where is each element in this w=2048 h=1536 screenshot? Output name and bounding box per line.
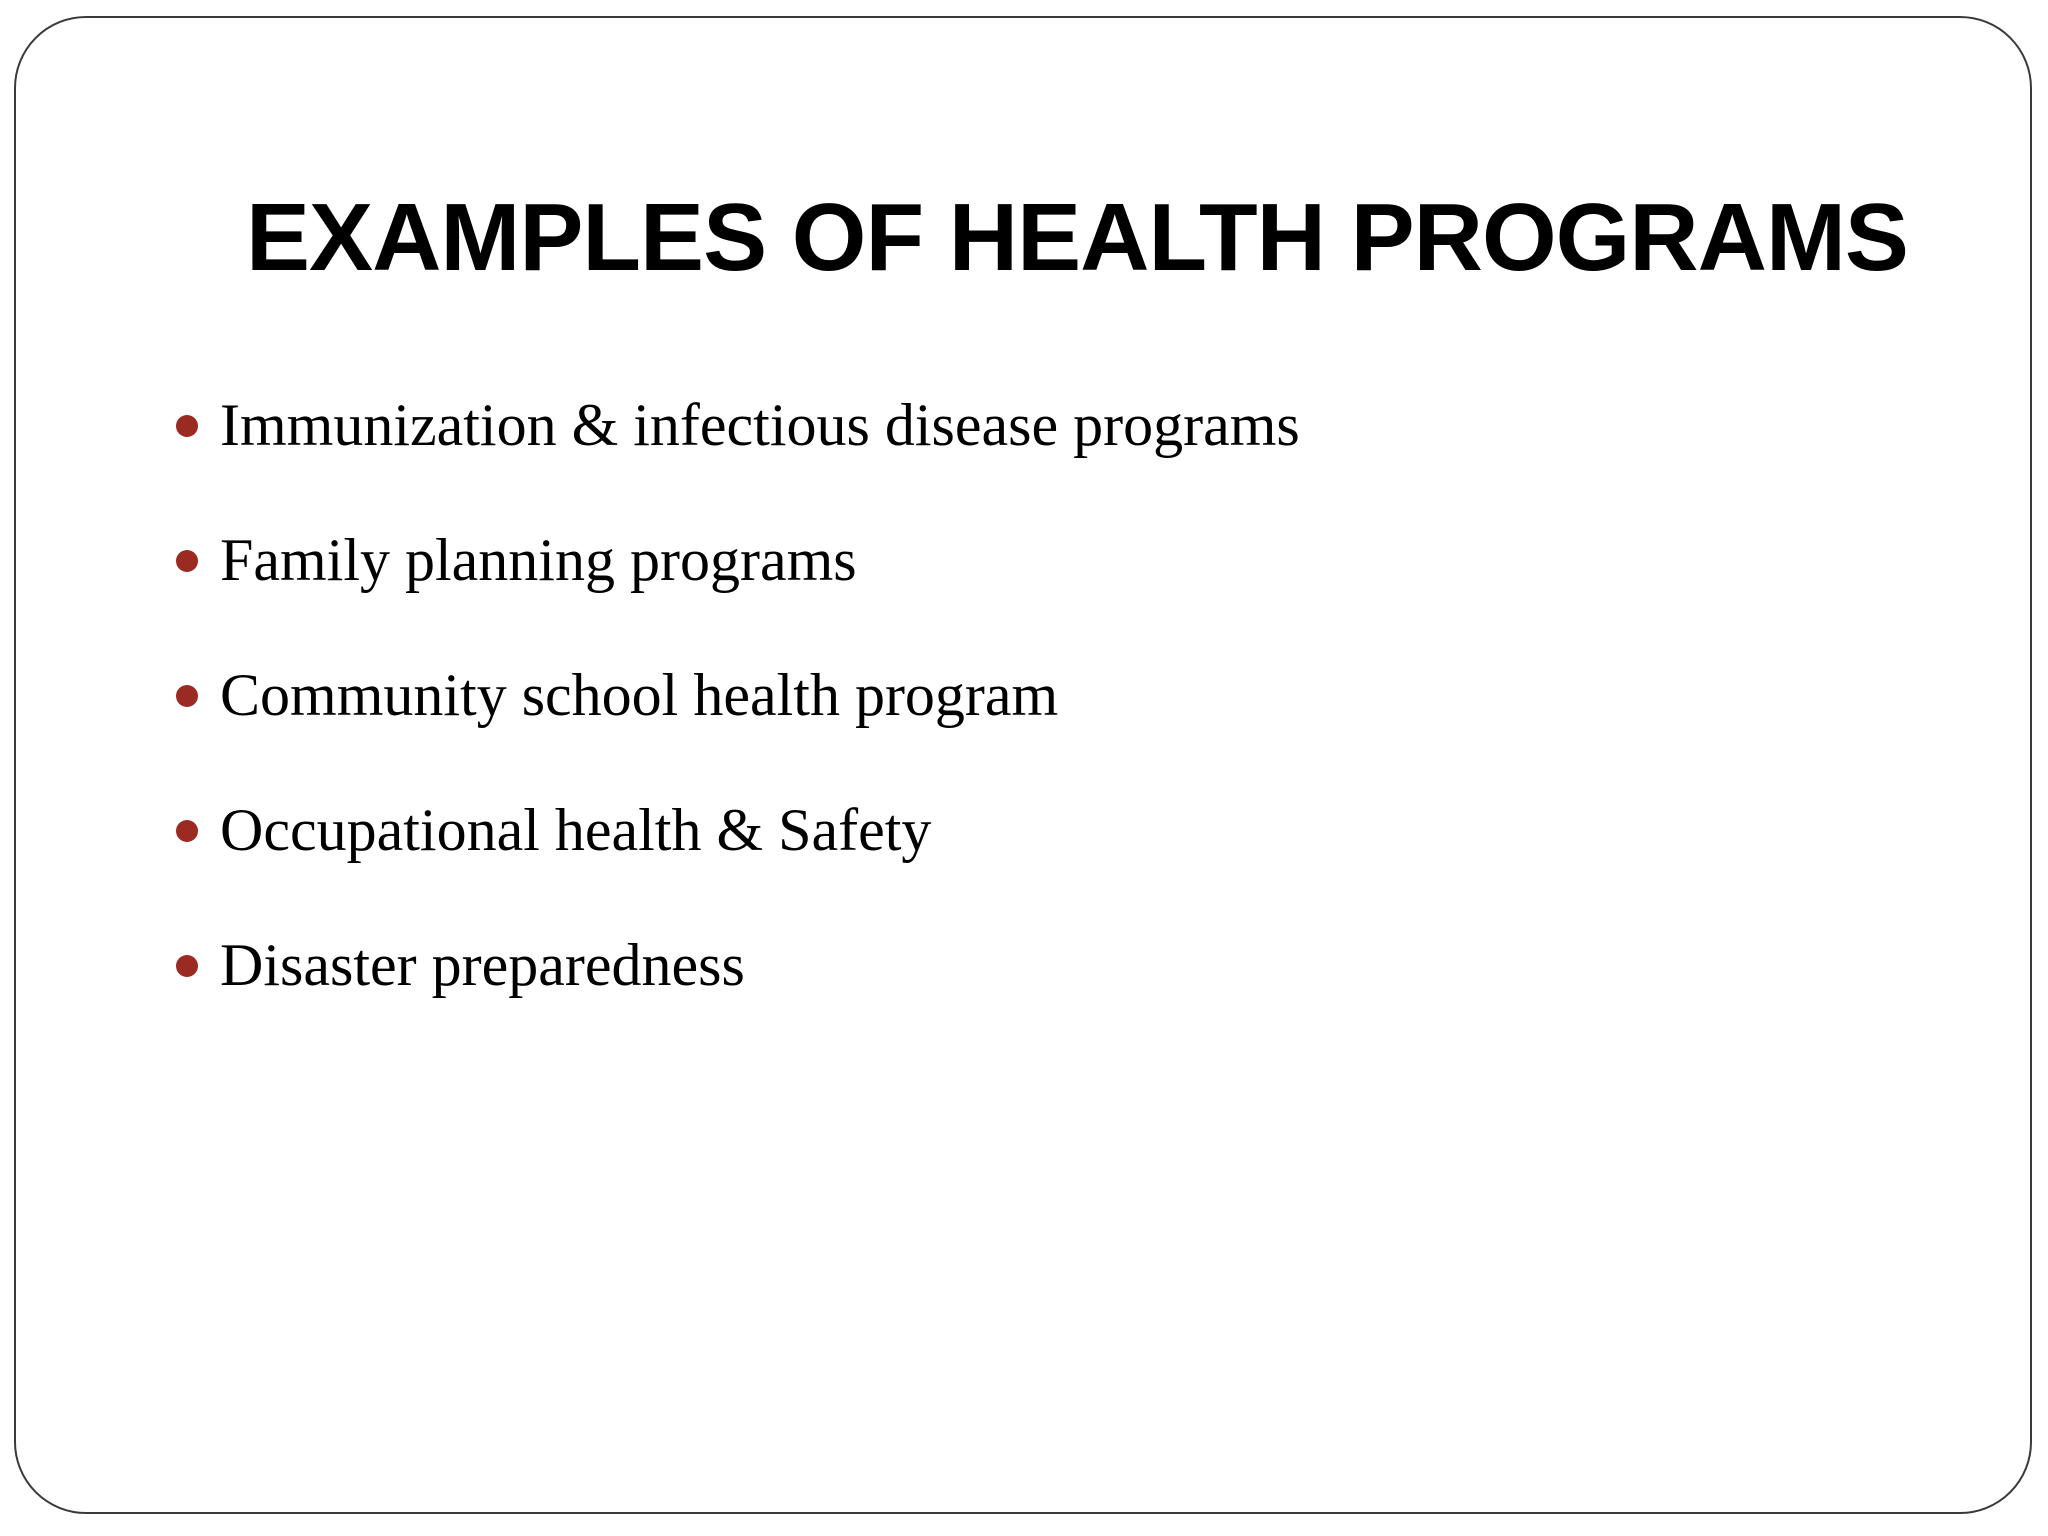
bullet-text: Disaster preparedness: [220, 932, 745, 998]
slide-frame: [14, 16, 2032, 1514]
bullet-text: Community school health program: [220, 662, 1059, 728]
list-item: [176, 763, 1300, 898]
bullet-icon: [176, 415, 198, 437]
bullet-icon: [176, 955, 198, 977]
bullet-icon: [176, 550, 198, 572]
list-item: [176, 358, 1300, 493]
list-item: [176, 493, 1300, 628]
list-item: [176, 898, 1300, 1033]
bullet-list: [176, 358, 1300, 1033]
slide-title: EXAMPLES OF HEALTH PROGRAMS: [246, 184, 1908, 291]
bullet-icon: [176, 820, 198, 842]
list-item: [176, 628, 1300, 763]
bullet-text: Immunization & infectious disease programs: [220, 392, 1300, 458]
bullet-text: Family planning programs: [220, 527, 857, 593]
bullet-icon: [176, 685, 198, 707]
bullet-text: Occupational health & Safety: [220, 797, 932, 863]
